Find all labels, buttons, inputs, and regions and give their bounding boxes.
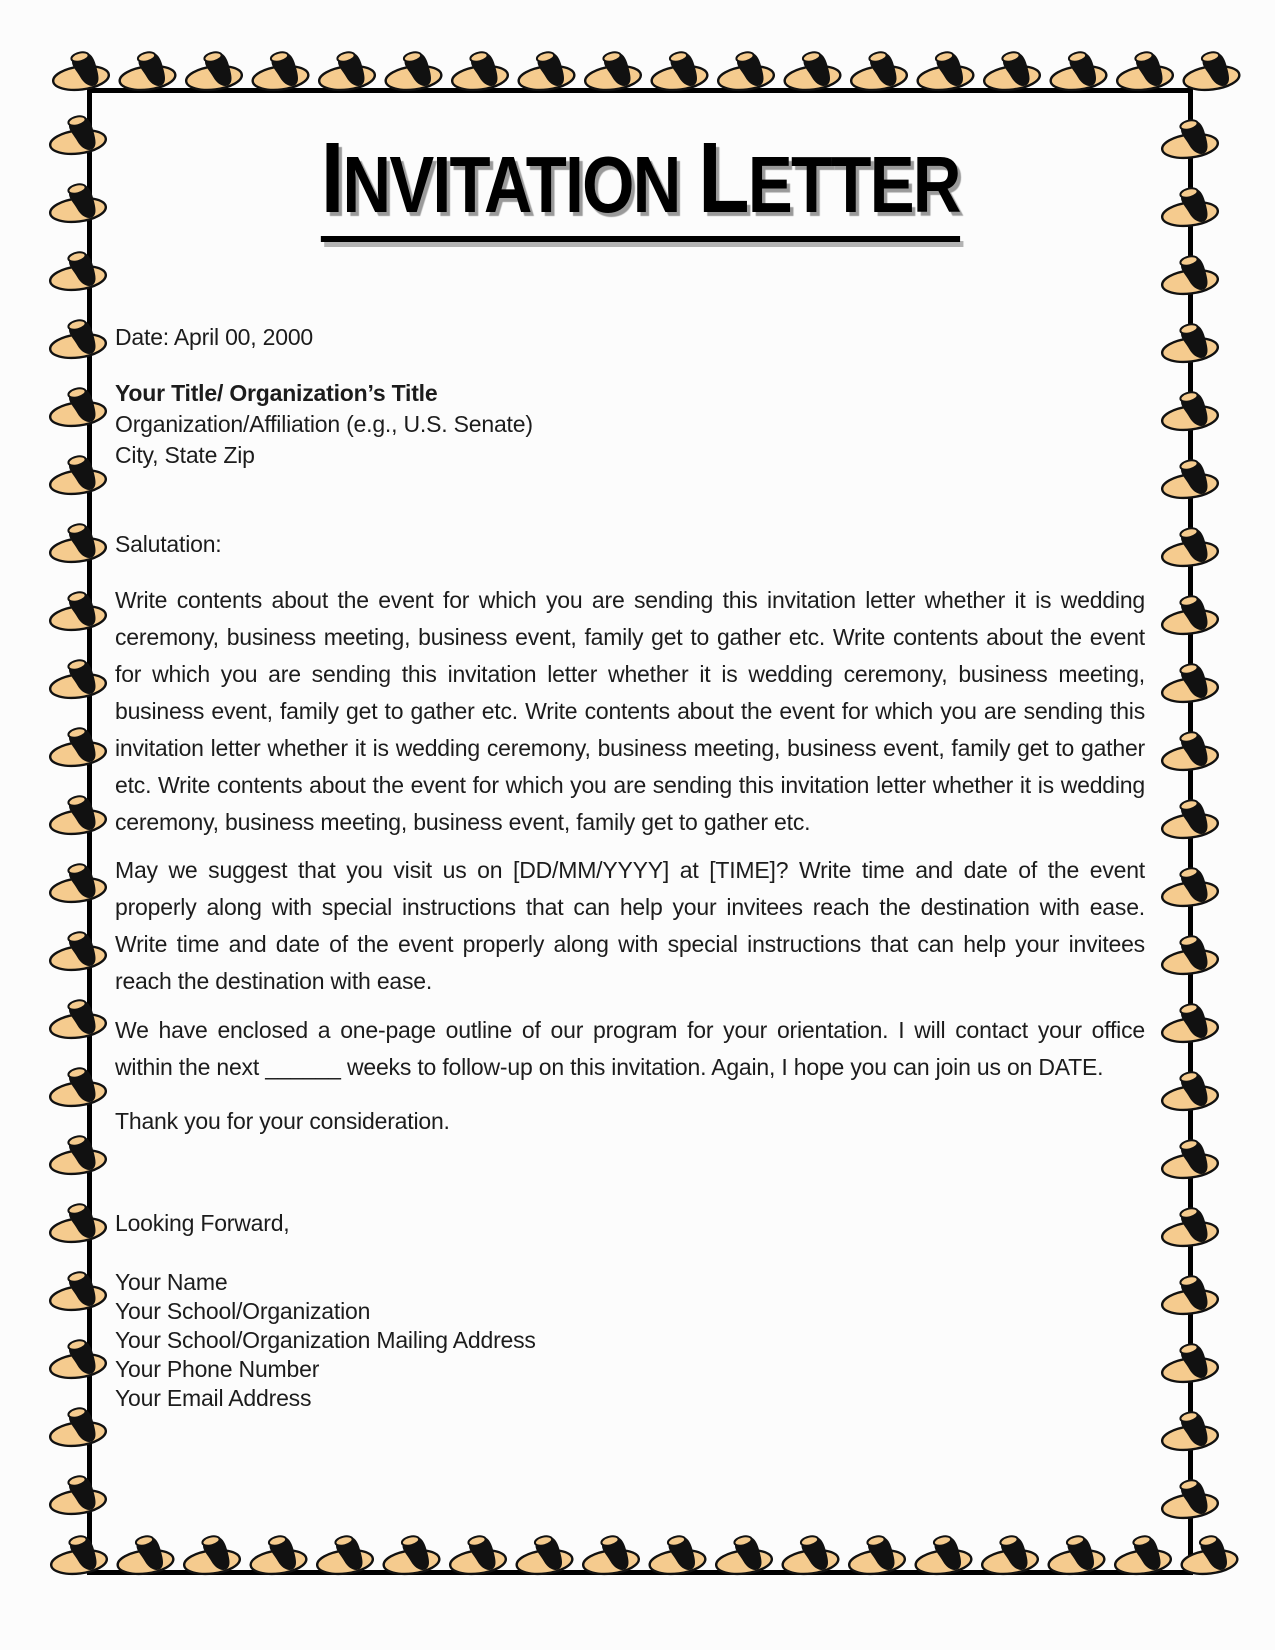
cowboy-hat-icon bbox=[1182, 51, 1240, 93]
title-word-2: ETTER bbox=[747, 140, 960, 229]
date-line: Date: April 00, 2000 bbox=[115, 324, 314, 350]
body-paragraph-2: May we suggest that you visit us on [DD/MM/YYYY] at [TIME]? Write time and date of the event properly along with special instructions that can help your invitees reach the destination with ease. Write time and date of the event properly along with special instructions that can help your invitees reach the destination with ease. bbox=[115, 857, 1145, 994]
cowboy-hat-icon bbox=[185, 51, 243, 93]
cowboy-hat-icon bbox=[318, 51, 376, 93]
cowboy-hat-icon bbox=[251, 51, 309, 93]
title-initial-2: L bbox=[697, 122, 748, 234]
cowboy-hat-icon bbox=[783, 51, 841, 93]
cowboy-hat-icon bbox=[451, 51, 509, 93]
letter-body bbox=[115, 322, 1145, 1413]
recipient-title-line: Your Title/ Organization’s Title bbox=[115, 380, 438, 406]
recipient-affiliation-line: Organization/Affiliation (e.g., U.S. Senate) bbox=[115, 411, 533, 437]
recipient-city-line: City, State Zip bbox=[115, 442, 255, 468]
cowboy-hat-icon bbox=[1116, 51, 1174, 93]
page-title bbox=[320, 122, 960, 234]
signature-line: Your Phone Number bbox=[115, 1356, 320, 1382]
cowboy-hat-icon bbox=[517, 51, 575, 93]
cowboy-hat-icon bbox=[650, 51, 708, 93]
cowboy-hat-icon bbox=[850, 51, 908, 93]
title-initial-1: I bbox=[320, 122, 343, 234]
title-block bbox=[90, 122, 1190, 242]
closing-line: Looking Forward, bbox=[115, 1210, 290, 1236]
body-paragraph-1: Write contents about the event for which you are sending this invitation letter whether it is wedding ceremony, business meeting, business event, family get to gather etc. Write contents about the event for which you are sending this invitation letter whether it is wedding ceremony, business meeting, business event, family get to gather etc. Write contents about the event for which you are sending this invitation letter whether it is wedding ceremony, business meeting, business event, family get to gather etc. Write contents about the event for which you are sending this invitation letter whether it is wedding ceremony, business meeting, business event, family get to gather etc. bbox=[115, 587, 1145, 835]
recipient-block bbox=[115, 378, 1145, 471]
salutation-line: Salutation: bbox=[115, 531, 222, 557]
signature-line: Your School/Organization bbox=[115, 1298, 371, 1324]
signature-line: Your School/Organization Mailing Address bbox=[115, 1327, 536, 1353]
cowboy-hat-icon bbox=[916, 51, 974, 93]
cowboy-hat-icon bbox=[584, 51, 642, 93]
signature-block bbox=[115, 1268, 1145, 1413]
body-paragraph-3: We have enclosed a one-page outline of our program for your orientation. I will contact your office within the next ______ weeks to follow-up on this invitation. Again, I hope you can join us on DATE. bbox=[115, 1017, 1145, 1080]
cowboy-hat-icon bbox=[118, 51, 176, 93]
cowboy-hat-icon bbox=[384, 51, 442, 93]
title-underline bbox=[321, 236, 960, 242]
thanks-line: Thank you for your consideration. bbox=[115, 1108, 450, 1134]
cowboy-hat-icon bbox=[1049, 51, 1107, 93]
title-word-1: NVITATION bbox=[342, 140, 680, 229]
cowboy-hat-icon bbox=[717, 51, 775, 93]
signature-line: Your Name bbox=[115, 1269, 228, 1295]
cowboy-hat-icon bbox=[983, 51, 1041, 93]
signature-line: Your Email Address bbox=[115, 1385, 312, 1411]
cowboy-hat-icon bbox=[52, 51, 110, 93]
